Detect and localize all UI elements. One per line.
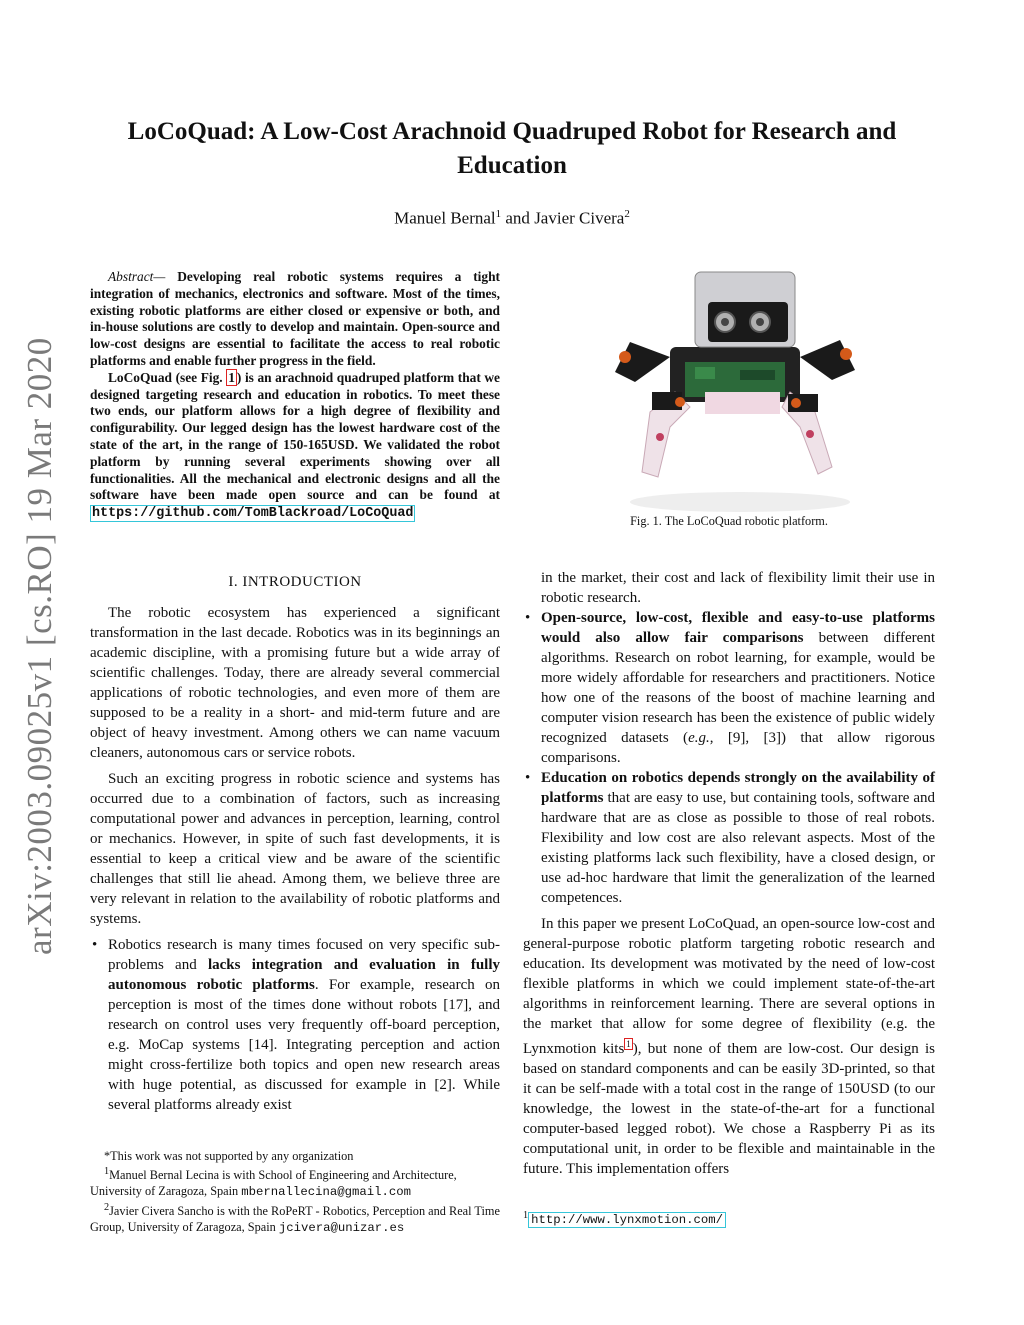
author-and: and — [501, 208, 535, 228]
lynxmotion-link[interactable]: http://www.lynxmotion.com/ — [528, 1212, 726, 1228]
abstract-p2-a: LoCoQuad (see Fig. — [108, 369, 227, 385]
footnote-1-email: mbernallecina@gmail.com — [241, 1185, 412, 1200]
footnote-1-mark: 1 — [104, 1166, 110, 1177]
footnote-ref-link[interactable]: 1 — [626, 1039, 631, 1049]
abstract-p1 — [90, 269, 500, 370]
author-2: Javier Civera — [534, 208, 625, 228]
bullet-item-1-cont — [541, 568, 935, 608]
bullet-2-a: between different algorithms. Research on robot learning, for example, would be more widely affordable for researchers and practitioners. Notice how one of the reasons of the boost of machine learning and computer vision research has been the existence of public widely recognized datasets ( — [541, 630, 935, 746]
bullet-item-1 — [108, 935, 500, 1115]
bullet-3-a: that are easy to use, but containing tools, software and hardware that are as close as possible to those of real robots. Flexibility and low cost are also relevant aspects. Most of the existing platforms lack such flexibility, have a closed design, or use ad-hoc hardware that limit the generalization of the learned competences. — [541, 790, 935, 906]
footnote-right-mark: 1 — [523, 1210, 529, 1221]
abstract-label: Abstract — [108, 269, 154, 284]
bullet-3-bold: Education on robotics depends strongly on the availability of platforms — [541, 770, 935, 806]
bullet-1-b: . For example, research on perception is most of the times done without robots [17], and research on control uses very frequently off-board perception, e.g. MoCap systems [14]. Integrating perception and action might cross-fertilize both topics and open new research areas with huge potential, as discussed for example in [2]. While several platforms already exist — [108, 977, 500, 1113]
footnote-2 — [90, 1200, 500, 1236]
bullet-1-cont: in the market, their cost and lack of flexibility limit their use in robotic research. — [541, 570, 935, 606]
abstract — [90, 269, 500, 523]
intro-p3-b: ), but none of them are low-cost. Our design is based on standard components and can be easily 3D-printed, so that it can be self-made with a total cost in the range of 150USD (to our knowledge, the lowest in the state-of-the-art for a functional computer-based legged robot). We chose a Raspberry Pi as its computational unit, in order to be flexible and maintainable in the future. This implementation offers — [523, 1041, 935, 1177]
abstract-dash: — — [153, 269, 166, 284]
abstract-p2-b: ) is an arachnoid quadruped platform that we designed targeting research and education in robotics. To meet these two ends, our platform allows for a high degree of flexibility and configurability. Our legged design has the lowest hardware cost of the state of the art, in the range of 150-165USD. We validated the robot platform by running several experiments showing over all functionalities. All the mechanical and electronic designs and all the software have been made open source and can be found at — [90, 369, 500, 503]
intro-left-column — [90, 603, 500, 1115]
bullet-2-bold: Open-source, low-cost, flexible and easy-to-use platforms would also allow fair comparisons — [541, 610, 935, 646]
bullet-1-a: Robotics research is many times focused on very specific sub-problems and — [108, 937, 500, 973]
footnote-0: *This work was not supported by any organization — [104, 1149, 354, 1163]
bullet-list — [90, 935, 500, 1115]
figure-ref-link[interactable]: 1 — [228, 369, 235, 385]
author-line — [100, 208, 924, 229]
bullet-2-b: , [9], [3]) that allow rigorous comparisons. — [541, 730, 935, 766]
bullet-list-cont — [523, 568, 935, 908]
bullet-item-2 — [541, 608, 935, 768]
intro-paragraph-2: Such an exciting progress in robotic science and systems has occurred due to a combination of factors, such as increasing computational power and advances in perception, learning, control or mechanics. However, in spite of such fast developments, it is essential to keep a critical view and be aware of the scientific challenges that still lie ahead. Among them, we believe three are very relevant in relation to the availability of robotic platforms and systems. — [90, 771, 500, 927]
section-heading: I. INTRODUCTION — [228, 574, 362, 590]
github-link[interactable]: https://github.com/TomBlackroad/LoCoQuad — [92, 506, 414, 522]
arxiv-stamp: arXiv:2003.09025v1 [cs.RO] 19 Mar 2020 — [20, 337, 59, 955]
bullet-2-eg: e.g. — [688, 730, 710, 746]
abstract-p1-text: Developing real robotic systems requires a tight integration of mechanics, electronics and software. Most of the times, existing robotic platforms are either closed or expensive or both, and in-house solutions are costly to develop and maintain. Open-source and low-cost designs are essential to facilitate the access to real robotic platforms and enable further progress in the field. — [90, 269, 500, 368]
intro-p3-a: In this paper we present LoCoQuad, an open-source low-cost and general-purpose robotic platform targeting robotic research and education. Its development was motivated by the need of low-cost flexible platforms in which we could implement state-of-the-art algorithms in reinforcement learning. There are several options in the market that allow for some degree of flexibility (e.g. the Lynxmotion kits — [523, 916, 935, 1057]
footnote-2-email: jcivera@unizar.es — [278, 1221, 405, 1236]
figure-caption: Fig. 1. The LoCoQuad robotic platform. — [630, 514, 828, 528]
footnote-right — [523, 1210, 935, 1227]
footnote-1-text: Manuel Bernal Lecina is with School of Engineering and Architecture, University of Zaragoza, Spain — [90, 1168, 457, 1199]
author-1: Manuel Bernal — [394, 208, 496, 228]
footnotes-left — [90, 1148, 500, 1236]
footnote-2-mark: 2 — [104, 1202, 110, 1214]
bullet-1-bold: lacks integration and evaluation in fully autonomous robotic platforms — [108, 957, 500, 993]
intro-right-column — [523, 568, 935, 1185]
abstract-p2 — [90, 370, 500, 523]
intro-paragraph-3 — [523, 914, 935, 1179]
bullet-item-3 — [541, 768, 935, 908]
robot-figure — [600, 262, 870, 522]
author-1-affiliation: 1 — [495, 208, 502, 220]
author-2-affiliation: 2 — [624, 208, 630, 220]
paper-title: LoCoQuad: A Low-Cost Arachnoid Quadruped Robot for Research and Education — [127, 118, 897, 179]
intro-paragraph-1: The robotic ecosystem has experienced a significant transformation in the last decade. Robotics was in its beginnings an academic discipline, with a promising future but a wide array of scientific challenges. Today, there are already several commercial applications of robotic technologies, and even more of them are supposed to be a reality in a short- and mid-term future and are object of heavy investment. Among others we can name vacuum cleaners, autonomous cars or service robots. — [90, 605, 500, 761]
footnote-1 — [90, 1164, 500, 1200]
footnote-2-text: Javier Civera Sancho is with the RoPeRT - Robotics, Perception and Real Time Group, University of Zaragoza, Spain — [90, 1204, 500, 1235]
